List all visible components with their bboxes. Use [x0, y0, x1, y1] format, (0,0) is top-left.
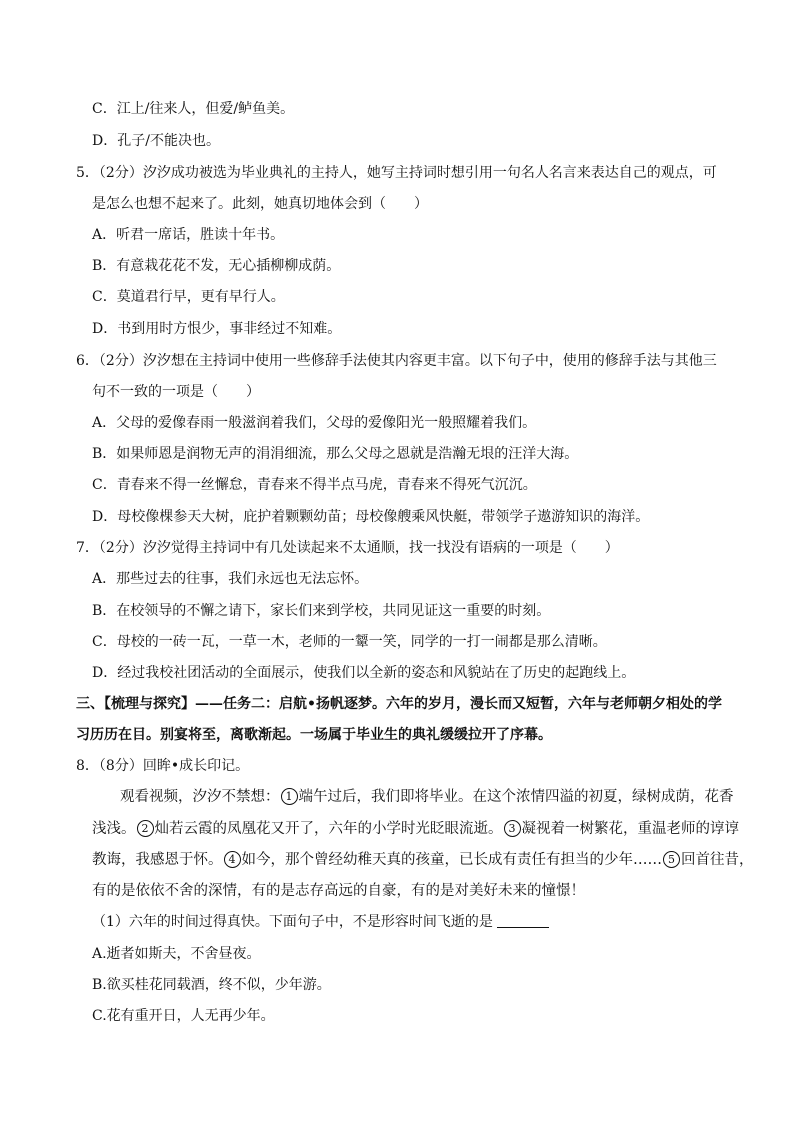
section3-intro-line2: 习历历在目。别宴将至，离歌渐起。一场属于毕业生的典礼缓缓拉开了序幕。: [76, 727, 552, 743]
q6-option-c: C．青春来不得一丝懈怠，青春来不得半点马虎，青春来不得死气沉沉。: [92, 477, 537, 493]
q8-option-b: B.欲买桂花同载酒，终不似，少年游。: [92, 977, 331, 993]
q8-passage-line3: [92, 850, 754, 870]
q4-option-c: C．江上/往来人，但爱/鲈鱼美。: [92, 101, 295, 117]
q5-option-c: C．莫道君行早，更有早行人。: [92, 289, 285, 305]
q8-title: 8．（8分）回眸•成长印记。: [76, 758, 250, 774]
q4-option-d: D．孔子/不能决也。: [92, 133, 220, 149]
q8-passage-text: 浅浅。: [92, 821, 136, 837]
q8-passage-text: 凝视着一树繁花，重温老师的谆谆: [521, 821, 739, 837]
answer-blank[interactable]: [497, 913, 549, 928]
q5-stem-line2: 是怎么也想不起来了。此刻，她真切地体会到（ ）: [92, 196, 428, 212]
q8-passage-text: 观看视频，汐汐不禁想：: [120, 789, 280, 805]
q6-stem-line2: 句不一致的一项是（ ）: [92, 384, 260, 400]
q8-passage-text: 端午过后，我们即将毕业。在这个浓情四溢的初夏，绿树成荫，花香: [298, 789, 734, 805]
q8-passage-text: 回首往昔，: [681, 852, 754, 868]
q6-option-b: B．如果师恩是润物无声的涓涓细流，那么父母之恩就是浩瀚无垠的汪洋大海。: [92, 446, 579, 462]
q5-option-d: D．书到用时方恨少，事非经过不知难。: [92, 321, 342, 337]
circled-number-5: 5: [663, 851, 680, 868]
q7-option-b: B．在校领导的不懈之请下，家长们来到学校，共同见证这一重要的时刻。: [92, 603, 551, 619]
q8-passage-text: 灿若云霞的凤凰花又开了，六年的小学时光眨眼流逝。: [154, 821, 503, 837]
q8-passage-text: 如今，那个曾经幼稚天真的孩童，已长成有责任有担当的少年……: [241, 852, 662, 868]
q8-passage-text: 教诲，我感恩于怀。: [92, 852, 223, 868]
q8-passage-line4: 有的是依依不舍的深情，有的是志存高远的自豪，有的是对美好未来的憧憬！: [92, 883, 585, 899]
q6-stem-line1: 6．（2分）汐汐想在主持词中使用一些修辞手法使其内容更丰富。以下句子中，使用的修辞手法与其他三: [76, 353, 717, 369]
q8-subquestion-1-text: （1）六年的时间过得真快。下面句子中，不是形容时间飞逝的是: [92, 914, 493, 930]
circled-number-1: 1: [281, 788, 298, 805]
q8-passage-line2: [92, 819, 739, 839]
q8-option-c: C.花有重开日，人无再少年。: [92, 1008, 275, 1024]
q8-option-a: A.逝者如斯夫，不舍昼夜。: [92, 946, 261, 962]
q6-option-a: A．父母的爱像春雨一般滋润着我们，父母的爱像阳光一般照耀着我们。: [92, 415, 537, 431]
q7-option-d: D．经过我校社团活动的全面展示，使我们以全新的姿态和风貌站在了历史的起跑线上。: [92, 665, 636, 681]
section3-intro-line1: 三、【梳理与探究】——任务二：启航•扬帆逐梦。六年的岁月，漫长而又短暂，六年与老师朝夕相处的学: [76, 696, 722, 712]
q6-option-d: D．母校像棵参天大树，庇护着颗颗幼苗；母校像艘乘风快艇，带领学子遨游知识的海洋。: [92, 509, 650, 525]
q7-option-a: A．那些过去的往事，我们永远也无法忘怀。: [92, 571, 369, 587]
q7-option-c: C．母校的一砖一瓦，一草一木，老师的一颦一笑，同学的一打一闹都是那么清晰。: [92, 634, 607, 650]
q5-stem-line1: 5．（2分）汐汐成功被选为毕业典礼的主持人，她写主持词时想引用一句名人名言来表达自己的观点，可: [76, 165, 717, 181]
circled-number-2: 2: [137, 820, 154, 837]
q8-subquestion-1: [92, 912, 549, 932]
q5-option-a: A．听君一席话，胜读十年书。: [92, 227, 285, 243]
q5-option-b: B．有意栽花花不发，无心插柳柳成荫。: [92, 258, 341, 274]
q8-passage-line1: [120, 787, 734, 807]
circled-number-3: 3: [504, 820, 521, 837]
q7-stem: 7．（2分）汐汐觉得主持词中有几处读起来不太通顺，找一找没有语病的一项是（ ）: [76, 540, 619, 556]
circled-number-4: 4: [224, 851, 241, 868]
